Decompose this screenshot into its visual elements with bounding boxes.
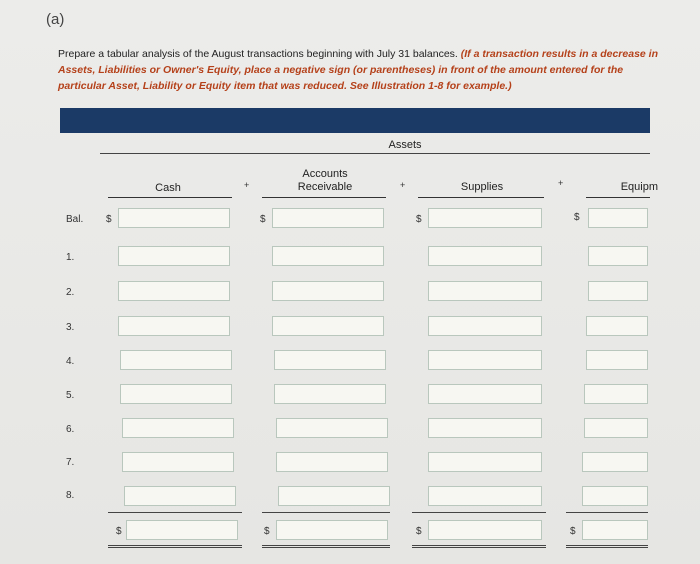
total-dollar-sign: $ bbox=[416, 526, 422, 537]
column-header-accounts-receivable: Accounts Receivable bbox=[297, 168, 353, 193]
cash-input-6[interactable] bbox=[122, 418, 234, 438]
cash-input-3[interactable] bbox=[118, 316, 230, 336]
double-rule-cash bbox=[108, 545, 242, 548]
cash-input-bal[interactable] bbox=[118, 208, 230, 228]
double-rule-equipment bbox=[566, 545, 648, 548]
total-dollar-sign: $ bbox=[264, 526, 270, 537]
supplies-input-7[interactable] bbox=[428, 452, 542, 472]
cash-input-2[interactable] bbox=[118, 281, 230, 301]
cash-input-5[interactable] bbox=[120, 384, 232, 404]
dollar-sign: $ bbox=[106, 214, 112, 225]
supplies-input-6[interactable] bbox=[428, 418, 542, 438]
dollar-sign: $ bbox=[260, 214, 266, 225]
supplies-input-bal[interactable] bbox=[428, 208, 542, 228]
row-label-bal: Bal. bbox=[66, 214, 84, 225]
supplies-input-2[interactable] bbox=[428, 281, 542, 301]
row-label-8: 8. bbox=[66, 490, 75, 501]
accounts-receivable-input-bal[interactable] bbox=[272, 208, 384, 228]
plus-sign: + bbox=[400, 180, 406, 190]
total-rule-supplies bbox=[412, 512, 546, 513]
column-header-equipment: Equipm bbox=[620, 181, 658, 193]
equipment-input-3[interactable] bbox=[586, 316, 648, 336]
accounts-receivable-input-3[interactable] bbox=[272, 316, 384, 336]
row-label-5: 5. bbox=[66, 390, 75, 401]
supplies-input-4[interactable] bbox=[428, 350, 542, 370]
accounts-receivable-input-1[interactable] bbox=[272, 246, 384, 266]
equipment-input-1[interactable] bbox=[588, 246, 648, 266]
total-dollar-sign: $ bbox=[116, 526, 122, 537]
row-label-6: 6. bbox=[66, 424, 75, 435]
equipment-input-5[interactable] bbox=[584, 384, 648, 404]
table-header-bar bbox=[60, 108, 650, 133]
total-rule-cash bbox=[108, 512, 242, 513]
cash-total-input[interactable] bbox=[126, 520, 238, 540]
instructions bbox=[58, 46, 658, 94]
double-rule-supplies bbox=[412, 545, 546, 548]
supplies-input-5[interactable] bbox=[428, 384, 542, 404]
column-underline-cash bbox=[108, 197, 232, 198]
accounts-receivable-input-4[interactable] bbox=[274, 350, 386, 370]
column-underline-accounts-receivable bbox=[262, 197, 386, 198]
column-header-supplies: Supplies bbox=[460, 181, 504, 193]
instructions-main: Prepare a tabular analysis of the August transactions beginning with July 31 balances. bbox=[58, 48, 458, 60]
row-label-3: 3. bbox=[66, 322, 75, 333]
accounts-receivable-input-2[interactable] bbox=[272, 281, 384, 301]
accounts-receivable-input-8[interactable] bbox=[278, 486, 390, 506]
equipment-total-input[interactable] bbox=[582, 520, 648, 540]
row-label-1: 1. bbox=[66, 252, 75, 263]
supplies-input-3[interactable] bbox=[428, 316, 542, 336]
cash-input-4[interactable] bbox=[120, 350, 232, 370]
total-rule-equipment bbox=[566, 512, 648, 513]
cash-input-7[interactable] bbox=[122, 452, 234, 472]
supplies-total-input[interactable] bbox=[428, 520, 542, 540]
equipment-input-6[interactable] bbox=[584, 418, 648, 438]
accounts-receivable-input-5[interactable] bbox=[274, 384, 386, 404]
total-dollar-sign: $ bbox=[570, 526, 576, 537]
equipment-input-8[interactable] bbox=[582, 486, 648, 506]
cash-input-8[interactable] bbox=[124, 486, 236, 506]
assets-rule bbox=[100, 153, 650, 154]
accounts-receivable-input-6[interactable] bbox=[276, 418, 388, 438]
equipment-input-7[interactable] bbox=[582, 452, 648, 472]
equipment-input-4[interactable] bbox=[586, 350, 648, 370]
column-underline-supplies bbox=[418, 197, 544, 198]
cash-input-1[interactable] bbox=[118, 246, 230, 266]
assets-section-title: Assets bbox=[388, 139, 422, 151]
column-underline-equipment bbox=[586, 197, 650, 198]
plus-sign: + bbox=[244, 180, 250, 190]
supplies-input-1[interactable] bbox=[428, 246, 542, 266]
plus-sign: + bbox=[558, 178, 564, 188]
accounts-receivable-total-input[interactable] bbox=[276, 520, 388, 540]
row-label-4: 4. bbox=[66, 356, 75, 367]
row-label-7: 7. bbox=[66, 457, 75, 468]
equipment-input-bal[interactable] bbox=[588, 208, 648, 228]
double-rule-accounts-receivable bbox=[262, 545, 390, 548]
instructions-emphasis: (If a transaction results in a decrease in Assets, Liabilities or Owner's Equity, place a negative sign (or parentheses) in front of the amount entered for the particular Asset, Liability or Equity item that was reduced. See Illustration 1-8 for example.) bbox=[58, 48, 659, 92]
accounts-receivable-input-7[interactable] bbox=[276, 452, 388, 472]
part-label: (a) bbox=[46, 11, 65, 28]
column-header-cash: Cash bbox=[155, 182, 181, 194]
supplies-input-8[interactable] bbox=[428, 486, 542, 506]
total-rule-accounts-receivable bbox=[262, 512, 390, 513]
row-label-2: 2. bbox=[66, 287, 75, 298]
equipment-input-2[interactable] bbox=[588, 281, 648, 301]
dollar-sign: $ bbox=[574, 212, 580, 223]
dollar-sign: $ bbox=[416, 214, 422, 225]
